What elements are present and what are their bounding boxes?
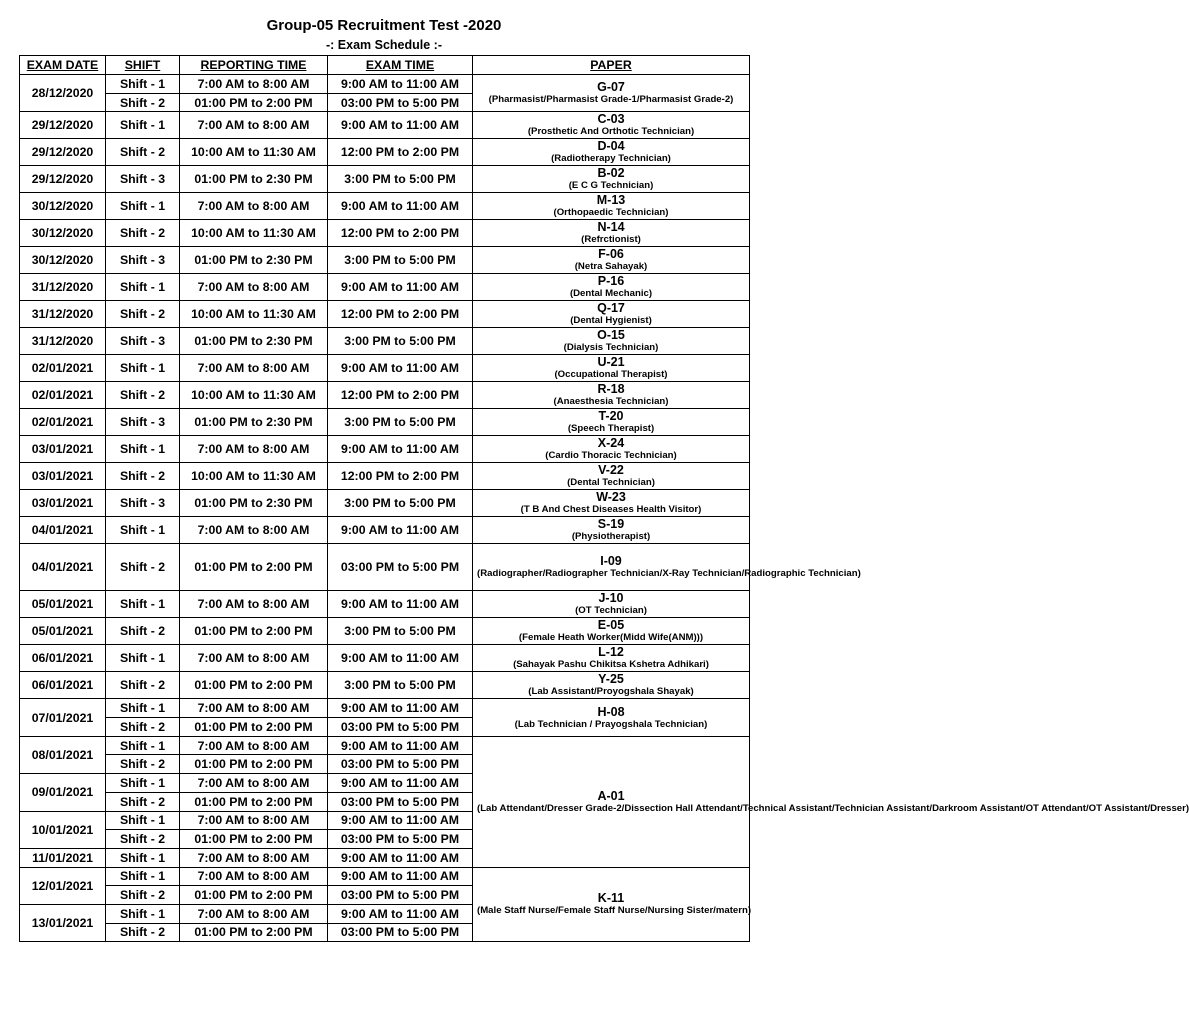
- exam-time-cell: 3:00 PM to 5:00 PM: [328, 490, 473, 517]
- reporting-time-cell: 7:00 AM to 8:00 AM: [180, 811, 328, 830]
- exam-time-cell: 9:00 AM to 11:00 AM: [328, 848, 473, 867]
- table-row: [20, 274, 750, 301]
- reporting-time-cell: 10:00 AM to 11:30 AM: [180, 463, 328, 490]
- reporting-time-cell: 7:00 AM to 8:00 AM: [180, 645, 328, 672]
- paper-cell: [473, 355, 750, 382]
- table-header-row: [20, 56, 750, 75]
- column-header-exam-time: EXAM TIME: [328, 56, 473, 75]
- exam-time-cell: 3:00 PM to 5:00 PM: [328, 672, 473, 699]
- exam-date-cell: 05/01/2021: [20, 618, 106, 645]
- exam-time-cell: 9:00 AM to 11:00 AM: [328, 904, 473, 923]
- paper-description: (Female Heath Worker(Midd Wife(ANM))): [518, 632, 704, 644]
- paper-code: T-20: [598, 409, 624, 424]
- exam-time-cell: 3:00 PM to 5:00 PM: [328, 328, 473, 355]
- table-row: [20, 328, 750, 355]
- shift-cell: Shift - 2: [106, 672, 180, 699]
- shift-cell: Shift - 1: [106, 436, 180, 463]
- table-row: [20, 220, 750, 247]
- reporting-time-cell: 10:00 AM to 11:30 AM: [180, 139, 328, 166]
- table-row: [20, 618, 750, 645]
- exam-date-cell: 04/01/2021: [20, 517, 106, 544]
- table-body: [20, 75, 1189, 942]
- shift-cell: Shift - 3: [106, 328, 180, 355]
- reporting-time-cell: 7:00 AM to 8:00 AM: [180, 736, 328, 755]
- shift-cell: Shift - 1: [106, 517, 180, 544]
- paper-cell: [473, 382, 750, 409]
- paper-code: G-07: [597, 80, 625, 95]
- exam-date-cell: 31/12/2020: [20, 301, 106, 328]
- reporting-time-cell: 01:00 PM to 2:00 PM: [180, 755, 328, 774]
- reporting-time-cell: 7:00 AM to 8:00 AM: [180, 112, 328, 139]
- paper-description: (Male Staff Nurse/Female Staff Nurse/Nursing Sister/matern): [477, 905, 752, 917]
- reporting-time-cell: 7:00 AM to 8:00 AM: [180, 193, 328, 220]
- paper-cell: [473, 436, 750, 463]
- shift-cell: Shift - 2: [106, 830, 180, 849]
- paper-cell: [473, 736, 1189, 867]
- exam-time-cell: 9:00 AM to 11:00 AM: [328, 811, 473, 830]
- exam-date-cell: 30/12/2020: [20, 220, 106, 247]
- exam-date-cell: 03/01/2021: [20, 463, 106, 490]
- paper-code: U-21: [597, 355, 625, 370]
- table-row: [20, 436, 750, 463]
- shift-cell: Shift - 2: [106, 463, 180, 490]
- paper-description: (Cardio Thoracic Technician): [545, 450, 677, 462]
- reporting-time-cell: 01:00 PM to 2:30 PM: [180, 409, 328, 436]
- exam-time-cell: 12:00 PM to 2:00 PM: [328, 301, 473, 328]
- paper-description: (Dental Technician): [567, 477, 655, 489]
- exam-time-cell: 03:00 PM to 5:00 PM: [328, 830, 473, 849]
- paper-code: F-06: [598, 247, 624, 262]
- shift-cell: Shift - 1: [106, 645, 180, 672]
- reporting-time-cell: 01:00 PM to 2:30 PM: [180, 166, 328, 193]
- paper-cell: [473, 112, 750, 139]
- document-subtitle: -: Exam Schedule :-: [326, 38, 442, 52]
- exam-time-cell: 9:00 AM to 11:00 AM: [328, 517, 473, 544]
- exam-date-cell: 08/01/2021: [20, 736, 106, 773]
- paper-cell: [473, 328, 750, 355]
- exam-date-cell: 02/01/2021: [20, 382, 106, 409]
- paper-description: (Physiotherapist): [571, 531, 651, 543]
- reporting-time-cell: 10:00 AM to 11:30 AM: [180, 382, 328, 409]
- table-row: [20, 867, 750, 886]
- table-row: [20, 517, 750, 544]
- paper-cell: [473, 463, 750, 490]
- shift-cell: Shift - 1: [106, 904, 180, 923]
- paper-code: Y-25: [598, 672, 624, 687]
- shift-cell: Shift - 2: [106, 301, 180, 328]
- exam-time-cell: 9:00 AM to 11:00 AM: [328, 645, 473, 672]
- shift-cell: Shift - 1: [106, 112, 180, 139]
- exam-time-cell: 9:00 AM to 11:00 AM: [328, 75, 473, 94]
- column-header-shift: SHIFT: [106, 56, 180, 75]
- exam-time-cell: 3:00 PM to 5:00 PM: [328, 247, 473, 274]
- paper-cell: [473, 517, 750, 544]
- paper-code: K-11: [597, 891, 625, 906]
- reporting-time-cell: 7:00 AM to 8:00 AM: [180, 699, 328, 718]
- reporting-time-cell: 01:00 PM to 2:30 PM: [180, 328, 328, 355]
- shift-cell: Shift - 2: [106, 618, 180, 645]
- reporting-time-cell: 7:00 AM to 8:00 AM: [180, 848, 328, 867]
- paper-description: (T B And Chest Diseases Health Visitor): [520, 504, 702, 516]
- exam-time-cell: 3:00 PM to 5:00 PM: [328, 166, 473, 193]
- paper-cell: [473, 139, 750, 166]
- table-row: [20, 112, 750, 139]
- table-row: [20, 355, 750, 382]
- exam-date-cell: 29/12/2020: [20, 139, 106, 166]
- column-header-paper: PAPER: [473, 56, 750, 75]
- reporting-time-cell: 01:00 PM to 2:00 PM: [180, 792, 328, 811]
- exam-date-cell: 03/01/2021: [20, 490, 106, 517]
- exam-time-cell: 9:00 AM to 11:00 AM: [328, 112, 473, 139]
- paper-code: S-19: [597, 517, 625, 532]
- exam-date-cell: 13/01/2021: [20, 904, 106, 941]
- paper-description: (Dental Hygienist): [570, 315, 652, 327]
- paper-cell: [473, 75, 750, 112]
- paper-description: (Pharmasist/Pharmasist Grade-1/Pharmasist Grade-2): [488, 94, 734, 106]
- column-header-reporting-time: REPORTING TIME: [180, 56, 328, 75]
- paper-code: X-24: [597, 436, 625, 451]
- table-row: [20, 591, 750, 618]
- exam-time-cell: 9:00 AM to 11:00 AM: [328, 274, 473, 301]
- table-row: [20, 672, 750, 699]
- reporting-time-cell: 7:00 AM to 8:00 AM: [180, 274, 328, 301]
- paper-cell: [473, 490, 750, 517]
- paper-description: (Prosthetic And Orthotic Technician): [527, 126, 695, 138]
- table-row: [20, 139, 750, 166]
- paper-code: R-18: [597, 382, 625, 397]
- paper-cell: [473, 591, 750, 618]
- paper-code: I-09: [600, 554, 622, 569]
- exam-time-cell: 03:00 PM to 5:00 PM: [328, 755, 473, 774]
- exam-date-cell: 29/12/2020: [20, 112, 106, 139]
- document-title: Group-05 Recruitment Test -2020: [266, 17, 502, 34]
- paper-cell: [473, 220, 750, 247]
- exam-date-cell: 03/01/2021: [20, 436, 106, 463]
- table-row: [20, 463, 750, 490]
- exam-date-cell: 06/01/2021: [20, 645, 106, 672]
- exam-time-cell: 9:00 AM to 11:00 AM: [328, 774, 473, 793]
- shift-cell: Shift - 3: [106, 247, 180, 274]
- reporting-time-cell: 10:00 AM to 11:30 AM: [180, 220, 328, 247]
- exam-time-cell: 9:00 AM to 11:00 AM: [328, 699, 473, 718]
- paper-code: J-10: [598, 591, 624, 606]
- paper-description: (Lab Assistant/Proyogshala Shayak): [528, 686, 694, 698]
- reporting-time-cell: 10:00 AM to 11:30 AM: [180, 301, 328, 328]
- paper-cell: [473, 618, 750, 645]
- reporting-time-cell: 7:00 AM to 8:00 AM: [180, 774, 328, 793]
- exam-date-cell: 31/12/2020: [20, 328, 106, 355]
- exam-time-cell: 03:00 PM to 5:00 PM: [328, 792, 473, 811]
- exam-date-cell: 07/01/2021: [20, 699, 106, 736]
- table-row: [20, 166, 750, 193]
- reporting-time-cell: 01:00 PM to 2:00 PM: [180, 718, 328, 737]
- paper-cell: [473, 166, 750, 193]
- exam-time-cell: 12:00 PM to 2:00 PM: [328, 463, 473, 490]
- exam-date-cell: 28/12/2020: [20, 75, 106, 112]
- exam-time-cell: 03:00 PM to 5:00 PM: [328, 544, 473, 591]
- table-row: [20, 544, 750, 591]
- shift-cell: Shift - 1: [106, 274, 180, 301]
- shift-cell: Shift - 2: [106, 718, 180, 737]
- paper-cell: [473, 672, 750, 699]
- paper-description: (E C G Technician): [568, 180, 654, 192]
- paper-code: B-02: [597, 166, 625, 181]
- reporting-time-cell: 7:00 AM to 8:00 AM: [180, 355, 328, 382]
- exam-date-cell: 04/01/2021: [20, 544, 106, 591]
- paper-description: (Radiotherapy Technician): [551, 153, 671, 165]
- paper-code: W-23: [596, 490, 626, 505]
- paper-code: V-22: [598, 463, 624, 478]
- exam-time-cell: 9:00 AM to 11:00 AM: [328, 355, 473, 382]
- exam-date-cell: 30/12/2020: [20, 193, 106, 220]
- exam-date-cell: 05/01/2021: [20, 591, 106, 618]
- shift-cell: Shift - 1: [106, 591, 180, 618]
- paper-cell: [473, 193, 750, 220]
- paper-cell: [473, 301, 750, 328]
- exam-time-cell: 03:00 PM to 5:00 PM: [328, 718, 473, 737]
- paper-cell: [473, 867, 750, 942]
- shift-cell: Shift - 3: [106, 490, 180, 517]
- exam-time-cell: 9:00 AM to 11:00 AM: [328, 736, 473, 755]
- paper-code: N-14: [597, 220, 625, 235]
- exam-date-cell: 02/01/2021: [20, 409, 106, 436]
- shift-cell: Shift - 2: [106, 544, 180, 591]
- shift-cell: Shift - 1: [106, 774, 180, 793]
- paper-code: L-12: [598, 645, 624, 660]
- exam-time-cell: 9:00 AM to 11:00 AM: [328, 591, 473, 618]
- exam-time-cell: 12:00 PM to 2:00 PM: [328, 139, 473, 166]
- column-header-exam-date: EXAM DATE: [20, 56, 106, 75]
- paper-cell: [473, 409, 750, 436]
- reporting-time-cell: 7:00 AM to 8:00 AM: [180, 591, 328, 618]
- paper-description: (Anaesthesia Technician): [553, 396, 669, 408]
- table-row: [20, 645, 750, 672]
- exam-date-cell: 09/01/2021: [20, 774, 106, 811]
- paper-cell: [473, 699, 750, 736]
- reporting-time-cell: 01:00 PM to 2:00 PM: [180, 672, 328, 699]
- shift-cell: Shift - 1: [106, 699, 180, 718]
- shift-cell: Shift - 2: [106, 755, 180, 774]
- exam-time-cell: 9:00 AM to 11:00 AM: [328, 436, 473, 463]
- exam-time-cell: 12:00 PM to 2:00 PM: [328, 220, 473, 247]
- shift-cell: Shift - 2: [106, 923, 180, 942]
- table-row: [20, 490, 750, 517]
- shift-cell: Shift - 1: [106, 355, 180, 382]
- shift-cell: Shift - 1: [106, 736, 180, 755]
- paper-code: A-01: [597, 788, 625, 803]
- shift-cell: Shift - 3: [106, 409, 180, 436]
- paper-description: (Dialysis Technician): [563, 342, 659, 354]
- paper-code: E-05: [597, 618, 625, 633]
- paper-description: (Speech Therapist): [567, 423, 655, 435]
- reporting-time-cell: 7:00 AM to 8:00 AM: [180, 867, 328, 886]
- shift-cell: Shift - 3: [106, 166, 180, 193]
- paper-description: (Orthopaedic Technician): [553, 207, 669, 219]
- paper-description: (Lab Technician / Prayogshala Technician): [514, 718, 708, 730]
- table-row: [20, 409, 750, 436]
- shift-cell: Shift - 2: [106, 792, 180, 811]
- shift-cell: Shift - 2: [106, 93, 180, 112]
- paper-cell: [473, 544, 861, 591]
- exam-date-cell: 11/01/2021: [20, 848, 106, 867]
- exam-date-cell: 31/12/2020: [20, 274, 106, 301]
- paper-code: D-04: [597, 139, 625, 154]
- exam-date-cell: 29/12/2020: [20, 166, 106, 193]
- paper-description: (OT Technician): [575, 605, 647, 617]
- exam-time-cell: 03:00 PM to 5:00 PM: [328, 923, 473, 942]
- paper-code: M-13: [596, 193, 626, 208]
- paper-description: (Dental Mechanic): [569, 288, 653, 300]
- exam-time-cell: 3:00 PM to 5:00 PM: [328, 618, 473, 645]
- exam-time-cell: 03:00 PM to 5:00 PM: [328, 886, 473, 905]
- reporting-time-cell: 01:00 PM to 2:00 PM: [180, 923, 328, 942]
- paper-description: (Radiographer/Radiographer Technician/X-Ray Technician/Radiographic Technician): [477, 568, 861, 580]
- table-row: [20, 75, 750, 94]
- exam-time-cell: 12:00 PM to 2:00 PM: [328, 382, 473, 409]
- reporting-time-cell: 7:00 AM to 8:00 AM: [180, 904, 328, 923]
- reporting-time-cell: 01:00 PM to 2:00 PM: [180, 886, 328, 905]
- table-row: [20, 382, 750, 409]
- exam-time-cell: 3:00 PM to 5:00 PM: [328, 409, 473, 436]
- paper-code: O-15: [597, 328, 625, 343]
- shift-cell: Shift - 1: [106, 811, 180, 830]
- paper-cell: [473, 274, 750, 301]
- reporting-time-cell: 01:00 PM to 2:00 PM: [180, 618, 328, 645]
- paper-code: P-16: [597, 274, 625, 289]
- exam-date-cell: 30/12/2020: [20, 247, 106, 274]
- exam-date-cell: 02/01/2021: [20, 355, 106, 382]
- reporting-time-cell: 7:00 AM to 8:00 AM: [180, 75, 328, 94]
- exam-date-cell: 12/01/2021: [20, 867, 106, 904]
- exam-schedule-table: [19, 55, 1189, 942]
- reporting-time-cell: 7:00 AM to 8:00 AM: [180, 436, 328, 463]
- paper-code: Q-17: [597, 301, 625, 316]
- reporting-time-cell: 01:00 PM to 2:00 PM: [180, 830, 328, 849]
- exam-time-cell: 9:00 AM to 11:00 AM: [328, 867, 473, 886]
- table-row: [20, 193, 750, 220]
- paper-code: C-03: [597, 112, 625, 127]
- shift-cell: Shift - 1: [106, 75, 180, 94]
- reporting-time-cell: 7:00 AM to 8:00 AM: [180, 517, 328, 544]
- shift-cell: Shift - 2: [106, 139, 180, 166]
- table-row: [20, 736, 750, 755]
- paper-cell: [473, 247, 750, 274]
- table-row: [20, 247, 750, 274]
- reporting-time-cell: 01:00 PM to 2:00 PM: [180, 544, 328, 591]
- paper-cell: [473, 645, 750, 672]
- shift-cell: Shift - 1: [106, 867, 180, 886]
- paper-code: H-08: [597, 704, 625, 719]
- paper-description: (Lab Attendant/Dresser Grade-2/Dissection Hall Attendant/Technical Assistant/Technician Assistant/Darkroom Assistant/OT Attendant/OT Assistant/Dresser): [477, 802, 1189, 814]
- reporting-time-cell: 01:00 PM to 2:30 PM: [180, 490, 328, 517]
- table-row: [20, 301, 750, 328]
- exam-time-cell: 9:00 AM to 11:00 AM: [328, 193, 473, 220]
- shift-cell: Shift - 2: [106, 382, 180, 409]
- exam-date-cell: 10/01/2021: [20, 811, 106, 848]
- paper-description: (Sahayak Pashu Chikitsa Kshetra Adhikari): [513, 659, 709, 671]
- table-row: [20, 699, 750, 718]
- shift-cell: Shift - 1: [106, 193, 180, 220]
- shift-cell: Shift - 1: [106, 848, 180, 867]
- exam-time-cell: 03:00 PM to 5:00 PM: [328, 93, 473, 112]
- reporting-time-cell: 01:00 PM to 2:00 PM: [180, 93, 328, 112]
- paper-description: (Refrctionist): [581, 234, 641, 246]
- shift-cell: Shift - 2: [106, 886, 180, 905]
- shift-cell: Shift - 2: [106, 220, 180, 247]
- exam-date-cell: 06/01/2021: [20, 672, 106, 699]
- paper-description: (Netra Sahayak): [574, 261, 648, 273]
- reporting-time-cell: 01:00 PM to 2:30 PM: [180, 247, 328, 274]
- paper-description: (Occupational Therapist): [554, 369, 668, 381]
